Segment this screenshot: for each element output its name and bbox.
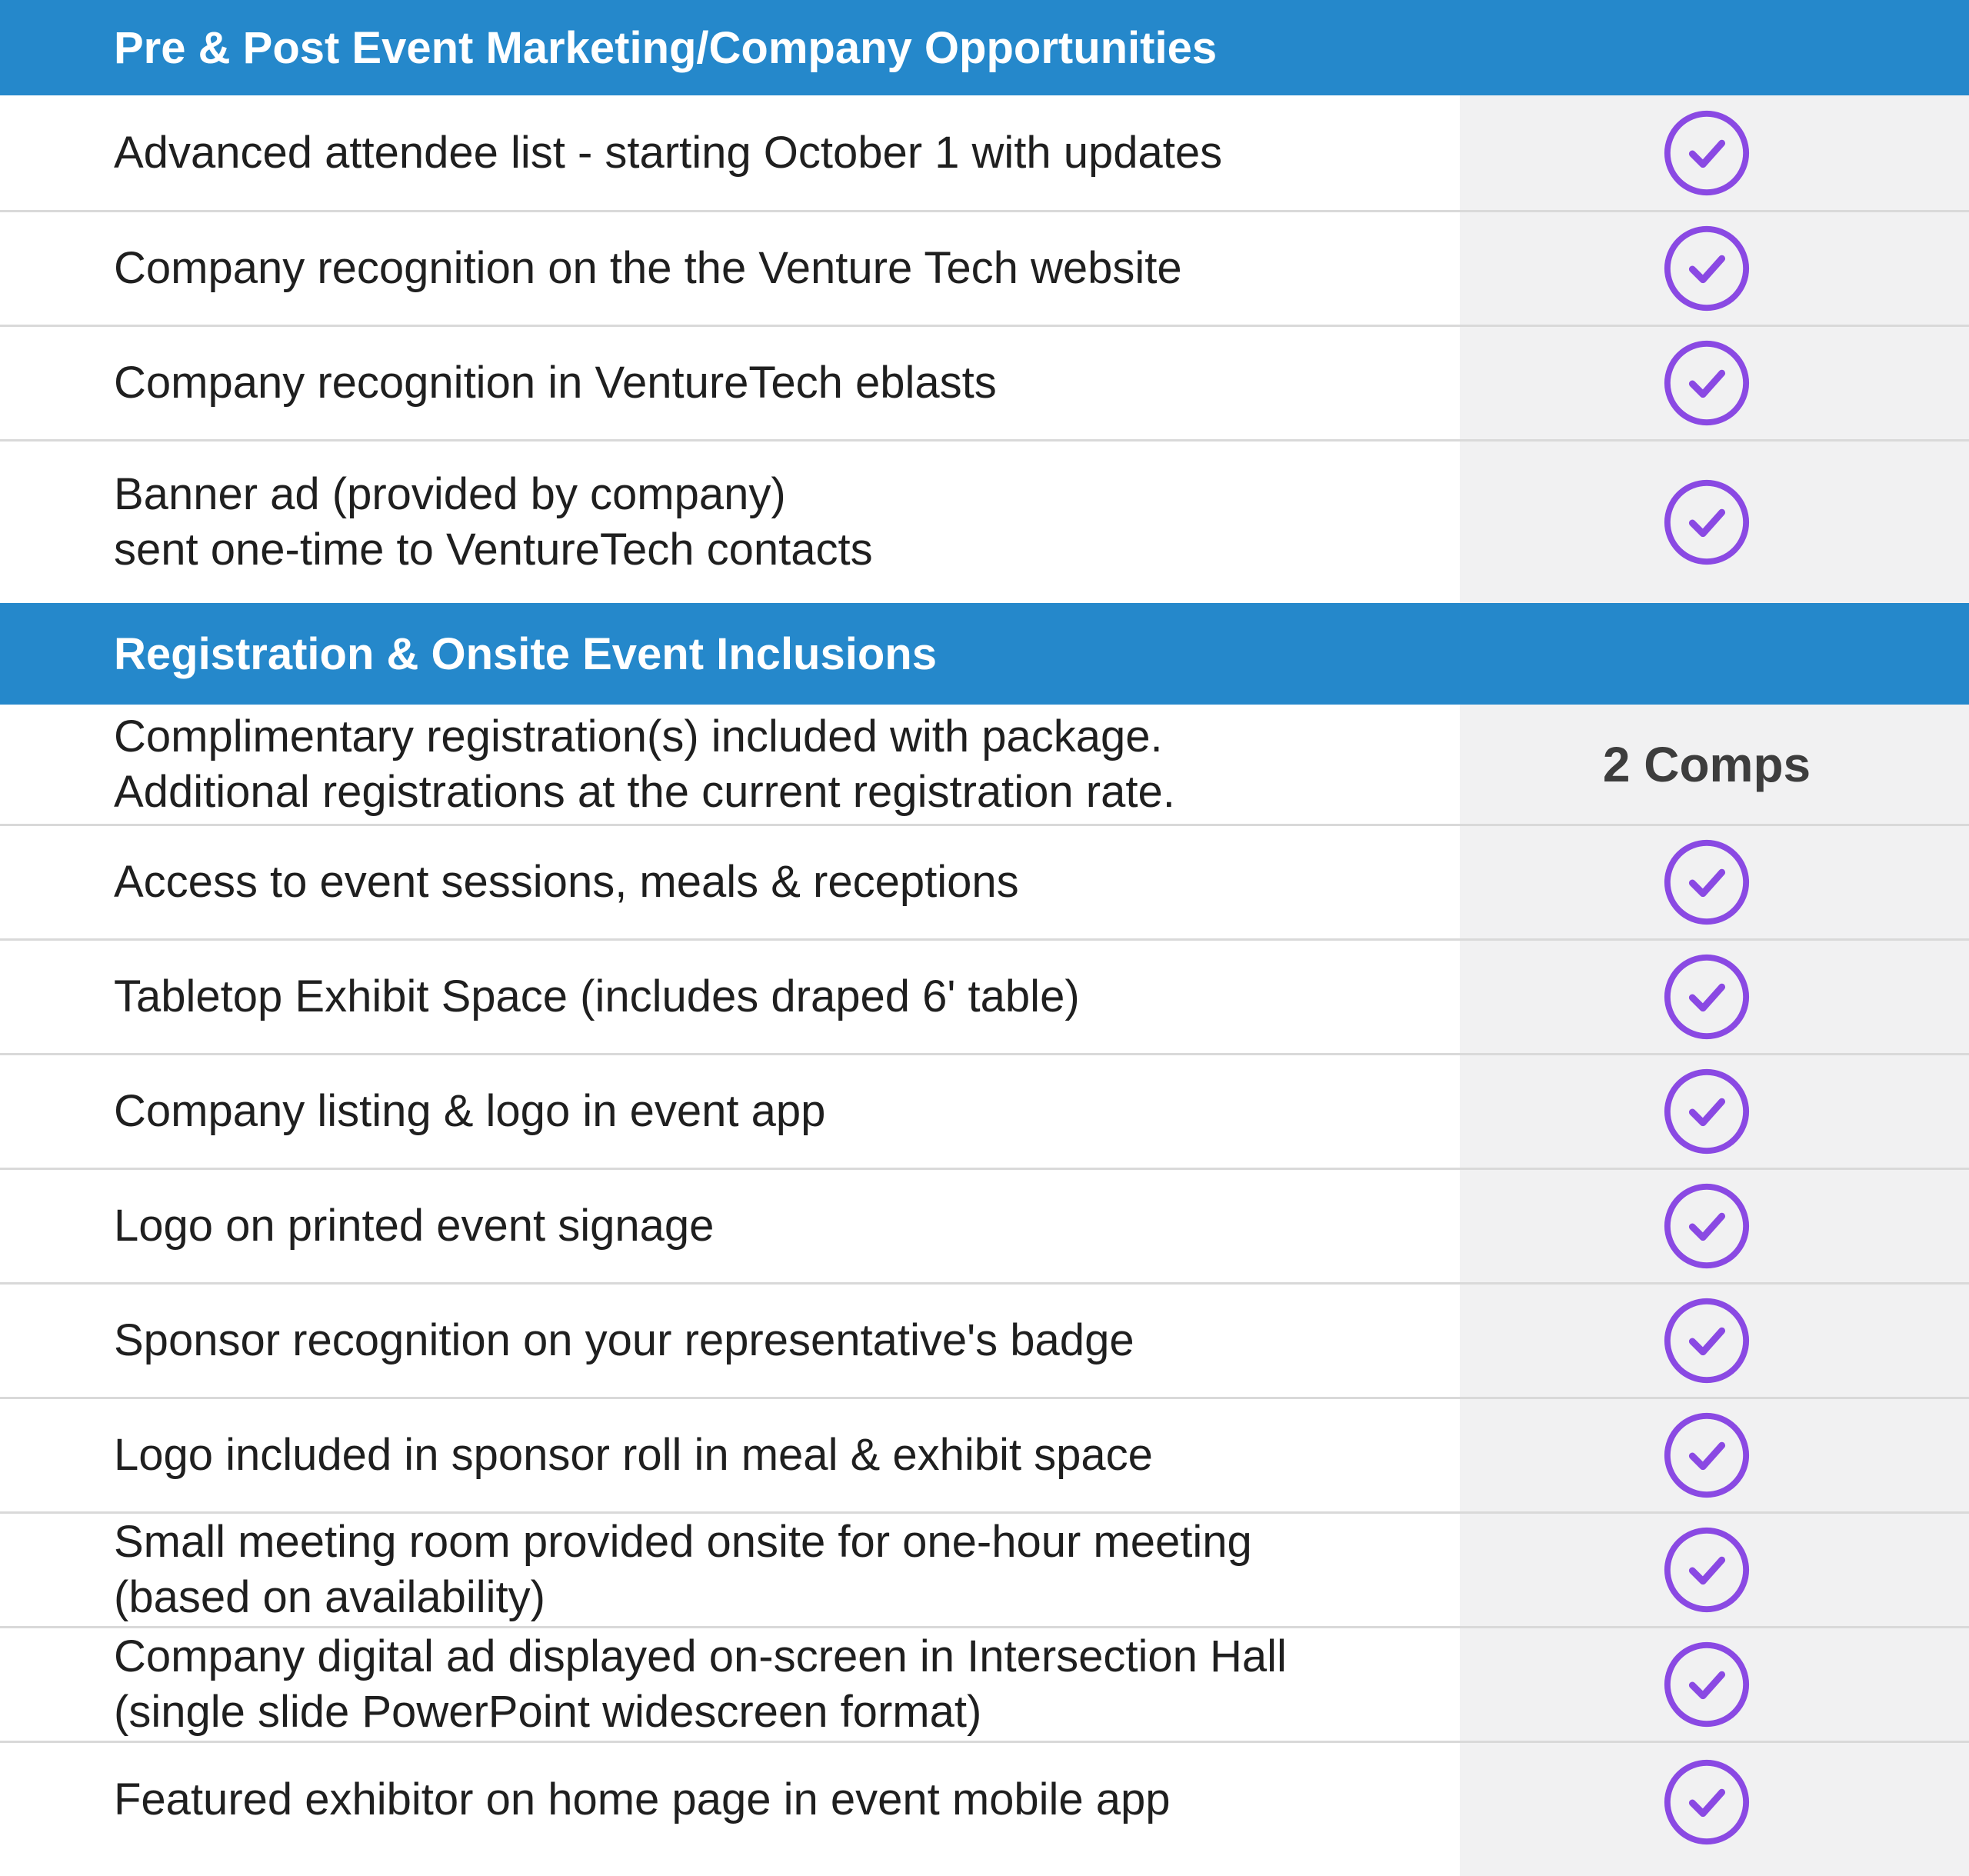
table-row: [0, 327, 1969, 442]
row-value: [1460, 327, 1969, 439]
section-header-registration: [0, 603, 1969, 705]
table-row: [0, 1285, 1969, 1399]
row-value: [1460, 95, 1969, 210]
row-label-line: Banner ad (provided by company): [114, 469, 786, 519]
row-label-line: Logo on printed event signage: [114, 1201, 715, 1251]
row-label-line: Sponsor recognition on your representative's badge: [114, 1315, 1134, 1365]
row-label: [0, 1285, 1460, 1397]
row-label: [0, 1170, 1460, 1282]
check-circle-icon: [1661, 1410, 1752, 1501]
row-value: [1460, 941, 1969, 1053]
row-label-line: sent one-time to VentureTech contacts: [114, 525, 873, 575]
table-row: [0, 1514, 1969, 1628]
row-label-line: Featured exhibitor on home page in event mobile app: [114, 1774, 1171, 1824]
row-label: [0, 705, 1460, 824]
check-circle-icon: [1661, 1524, 1752, 1615]
row-label-line: Company recognition in VentureTech eblasts: [114, 358, 997, 408]
check-circle-icon: [1661, 1066, 1752, 1157]
row-label: [0, 941, 1460, 1053]
check-circle-icon: [1661, 223, 1752, 314]
check-circle-icon: [1661, 837, 1752, 928]
row-label-line: Complimentary registration(s) included with package.: [114, 711, 1163, 761]
row-value: [1460, 705, 1969, 824]
row-value: [1460, 1628, 1969, 1741]
row-label-line: Additional registrations at the current registration rate.: [114, 766, 1175, 817]
row-label-line: (based on availability): [114, 1572, 545, 1622]
row-value: [1460, 1285, 1969, 1397]
row-label: [0, 95, 1460, 210]
row-value: [1460, 1399, 1969, 1511]
comps-count: 2 Comps: [1602, 736, 1811, 792]
row-label: [0, 327, 1460, 439]
row-label-line: Logo included in sponsor roll in meal & exhibit space: [114, 1430, 1153, 1480]
row-label: [0, 1399, 1460, 1511]
section-title: Pre & Post Event Marketing/Company Opportunities: [114, 22, 1218, 73]
row-label: [0, 826, 1460, 938]
row-label-line: Access to event sessions, meals & receptions: [114, 857, 1019, 907]
row-label: [0, 212, 1460, 325]
row-value: [1460, 442, 1969, 603]
table-row: [0, 1055, 1969, 1170]
row-label: [0, 442, 1460, 603]
table-row: [0, 826, 1969, 941]
row-label-line: Company recognition on the the Venture Tech website: [114, 243, 1182, 293]
row-value: [1460, 1514, 1969, 1626]
row-label: [0, 1514, 1460, 1626]
row-label-line: Company digital ad displayed on-screen in Intersection Hall: [114, 1631, 1287, 1681]
row-label-line: (single slide PowerPoint widescreen format): [114, 1687, 982, 1737]
check-circle-icon: [1661, 1295, 1752, 1386]
row-label-line: Advanced attendee list - starting October 1 with updates: [114, 127, 1223, 178]
row-label: [0, 1628, 1460, 1741]
row-label-line: Small meeting room provided onsite for one-hour meeting: [114, 1517, 1252, 1567]
row-value: [1460, 826, 1969, 938]
table-row: [0, 1628, 1969, 1743]
table-row: [0, 1399, 1969, 1514]
check-circle-icon: [1661, 108, 1752, 198]
check-circle-icon: [1661, 477, 1752, 568]
check-circle-icon: [1661, 1181, 1752, 1271]
row-label-line: Company listing & logo in event app: [114, 1086, 826, 1136]
section-title: Registration & Onsite Event Inclusions: [114, 628, 937, 679]
row-value: [1460, 1743, 1969, 1876]
table-row: [0, 941, 1969, 1055]
row-label: [0, 1055, 1460, 1168]
row-label-line: Tabletop Exhibit Space (includes draped 6' table): [114, 971, 1080, 1021]
table-row: [0, 212, 1969, 327]
table-row: [0, 1743, 1969, 1876]
section-header-marketing: [0, 0, 1969, 95]
table-row: [0, 705, 1969, 826]
check-circle-icon: [1661, 338, 1752, 428]
row-label: [0, 1743, 1460, 1876]
row-value: [1460, 1055, 1969, 1168]
table-row: [0, 95, 1969, 212]
table-row: [0, 1170, 1969, 1285]
check-circle-icon: [1661, 1757, 1752, 1848]
row-value: [1460, 212, 1969, 325]
check-circle-icon: [1661, 1639, 1752, 1730]
row-value: [1460, 1170, 1969, 1282]
check-circle-icon: [1661, 951, 1752, 1042]
table-row: [0, 442, 1969, 603]
